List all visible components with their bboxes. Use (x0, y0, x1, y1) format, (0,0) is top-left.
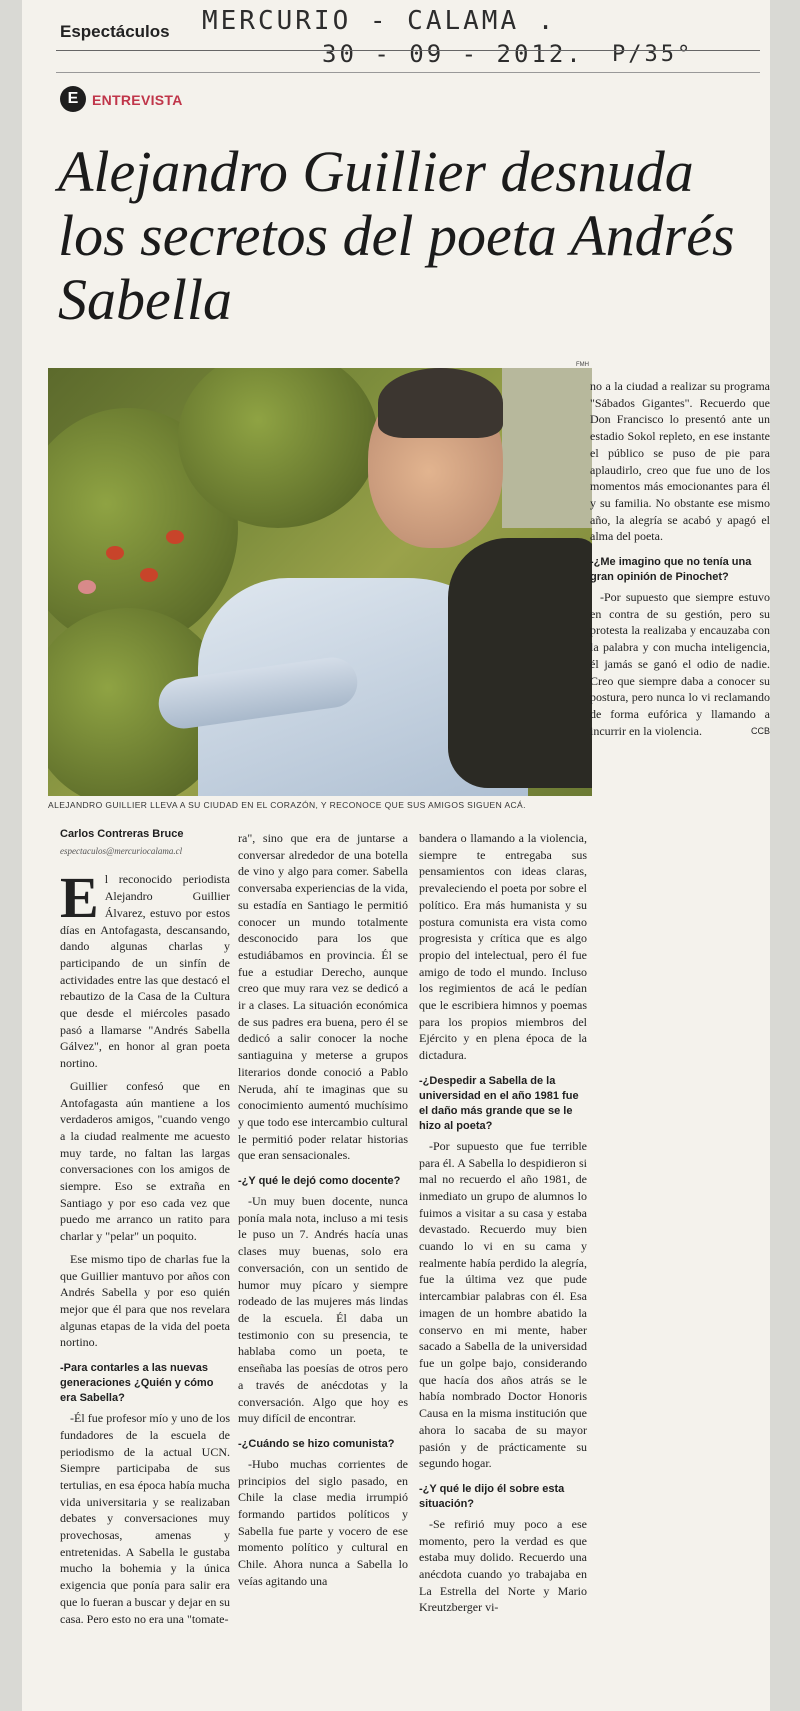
photo-flower (166, 530, 184, 544)
section-label: Espectáculos (60, 22, 170, 41)
article-column-right (590, 378, 770, 745)
paragraph: no a la ciudad a realizar su programa "Sábados Gigantes". Recuerdo que Don Francisco lo presentó ante un estadio Sokol repleto, en ese instante el público se puso de pie para aplaudirlo, creo que fue uno de los momentos más emocionantes para él y su familia. No obstante ese mismo año, la alegría se acabó y apagó el alma del poeta. (590, 379, 770, 544)
interview-question: -¿Me imagino que no tenía una gran opinión de Pinochet? (590, 556, 752, 584)
lead-text: l reconocido periodista Alejandro Guillier Álvarez, estuvo por estos días en Antofagasta, descansando, dando algunas charlas y participando de un sinfín de actividades entre las que destacó el rebautizo de la Casa de la Cultura que desde el miércoles pasado pasó a llamarse "Andrés Sabella Gálvez", en honor al gran poeta nortino. (60, 872, 230, 1071)
interview-question: -¿Y qué le dejó como docente? (238, 1175, 401, 1188)
paragraph (590, 589, 770, 739)
paragraph-text: -Por supuesto que siempre estuvo en contra de su gestión, pero su protesta la realizaba y encauzaba con la palabra y con mucha inteligencia, él jamás se ganó el odio de nadie. Creo que siempre daba a conocer su postura, pero nunca lo vi reclamando de forma eufórica y llamando a incurrir en la violencia. (590, 590, 770, 738)
photo-subject-jacket (448, 538, 592, 788)
photo-credit: FMH (576, 362, 589, 368)
paragraph: bandera o llamando a la violencia, siempre te entregaba sus pensamientos con ideas claras, prevaleciendo el poeta por sobre el político. Era más humanista y su postura comunista era vista como progresista y crítica que es algo propio del intelectual, pero él fue amigo de todo el mundo. Incluso los regimientos de acá le pedían que le escribiera himnos y poemas para los propios miembros del Ejército y en plena época de la dictadura. (419, 831, 587, 1063)
paragraph: -Hubo muchas corrientes de principios del siglo pasado, en Chile la clase media irrumpió formando partidos políticos y Sabella fue parte y vocero de ese momento político y cultural en Chile. Ahora nunca a Sabella lo veías agitando una (238, 1456, 408, 1588)
header-divider (56, 50, 760, 51)
photo-caption: ALEJANDRO GUILLIER LLEVA A SU CIUDAD EN EL CORAZÓN, Y RECONOCE QUE SUS AMIGOS SIGUEN ACÁ. (48, 800, 526, 810)
article-column-1 (60, 826, 230, 1633)
interview-question: -Para contarles a las nuevas generaciones ¿Quién y cómo era Sabella? (60, 1362, 214, 1405)
article-photo (48, 368, 592, 796)
article-column-3 (419, 830, 587, 1622)
interview-question: -¿Cuándo se hizo comunista? (238, 1437, 395, 1450)
lead-paragraph (60, 865, 230, 1071)
author-signature: CCB (750, 725, 770, 736)
article-column-2 (238, 830, 408, 1596)
handwritten-date: 30 - 09 - 2012. (322, 40, 584, 68)
handwritten-page: P/35° (612, 42, 694, 67)
byline-author: Carlos Contreras Bruce (60, 828, 184, 840)
header-divider-secondary (56, 72, 760, 73)
photo-background (502, 368, 592, 528)
interview-question: -¿Y qué le dijo él sobre esta situación? (419, 1482, 565, 1510)
kicker-label: ENTREVISTA (92, 92, 183, 108)
photo-subject-hair (378, 368, 503, 438)
paragraph: Ese mismo tipo de charlas fue la que Guillier mantuvo por años con Andrés Sabella y por eso quién mejor que él para que nos revelara algunas etapas de la vida del poeta nortino. (60, 1251, 230, 1350)
drop-cap: E (60, 865, 99, 931)
photo-flower (140, 568, 158, 582)
section-badge: E (60, 86, 86, 112)
interview-question: -¿Despedir a Sabella de la universidad en el año 1981 fue el daño más grande que se le hizo al poeta? (419, 1074, 579, 1132)
paragraph: -Se refirió muy poco a ese momento, pero la verdad es que estaba muy dolido. Recuerdo una anécdota cuando yo trabajaba en La Estrella del Norte y Mario Kreutzberger vi- (419, 1516, 587, 1615)
paragraph: Guillier confesó que en Antofagasta aún mantiene a los verdaderos amigos, "cuando vengo a la ciudad realmente me acuesto muy tarde, no faltan las largas conversaciones con los amigos de siempre. Eso se extraña en Santiago y por eso cada vez que puedo me arranco un ratito para charlar y "pelar" un poquito. (60, 1078, 230, 1244)
photo-flower (106, 546, 124, 560)
paragraph: ra", sino que era de juntarse a conversar alrededor de una botella de vino y algo para comer. Sabella conversaba experiencias de la vida, su estadía en Santiago le permitió conocer un mundo totalmente desconocido para los que estudiábamos en provincia. Él se fue a estudiar Derecho, aunque creo que muy rara vez se dedicó a ir a clases. La situación económica de sus padres era buena, pero él se dedicó a salir conocer la noche santiaguina y meterse a grupos literarios donde conoció a Pablo Neruda, ahí te imaginas que su conocimiento aumentó muchísimo y que todo ese intercambio cultural le permitió poder relatar historias que eran sensacionales. (238, 831, 408, 1163)
paragraph: -Él fue profesor mío y uno de los fundadores de la escuela de periodismo de la actual UCN. Siempre participaba de sus tertulias, en esa época había mucha vida universitaria y se realizaban debates y conversaciones muy provechosas, amenas y entretenidas. A Sabella le gustaba mucho la bohemia y la única exigencia que ponía para salir era que lo fueran a buscar y dejar en su casa. Pero esto no era una "tomate- (60, 1411, 230, 1626)
newspaper-page (22, 0, 770, 1711)
byline-email: espectaculos@mercuriocalama.cl (60, 845, 183, 856)
photo-flower (78, 580, 96, 594)
article-headline: Alejandro Guillier desnuda los secretos del poeta Andrés Sabella (58, 139, 735, 332)
paragraph: -Por supuesto que fue terrible para él. A Sabella lo despidieron si mal no recuerdo el año 1981, de inmediato un grupo de alumnos lo fuimos a visitar a su casa y estaba devastado. Recuerdo muy bien cuando lo vi en su cama y realmente había perdido la alegría, fue la última vez que pude intercambiar palabras con él. Esa imagen de un hombre abatido la conservo en mi mente, haber sacado a Sabella de la universidad fue un golpe bajo, considerando que hacía dos años atrás se le había nombrado Doctor Honoris Causa en la misma institución que ahora lo sacaba de su mayor pasión y de prácticamente su segundo hogar. (419, 1138, 587, 1471)
handwritten-source: MERCURIO - CALAMA . (202, 6, 557, 36)
paragraph: -Un muy buen docente, nunca ponía mala nota, incluso a mi tesis le puso un 7. Andrés hacía unas clases muy buenas, solo era conversación, con un sentido de humor muy pícaro y siempre rodeado de las mujeres más lindas de la escuela. Él daba un testimonio con su presencia, te hablaba como un poeta, te enseñaba las poesías de otros pero a través de anécdotas y la conversación. Algo que hoy es muy difícil de encontrar. (238, 1194, 408, 1426)
